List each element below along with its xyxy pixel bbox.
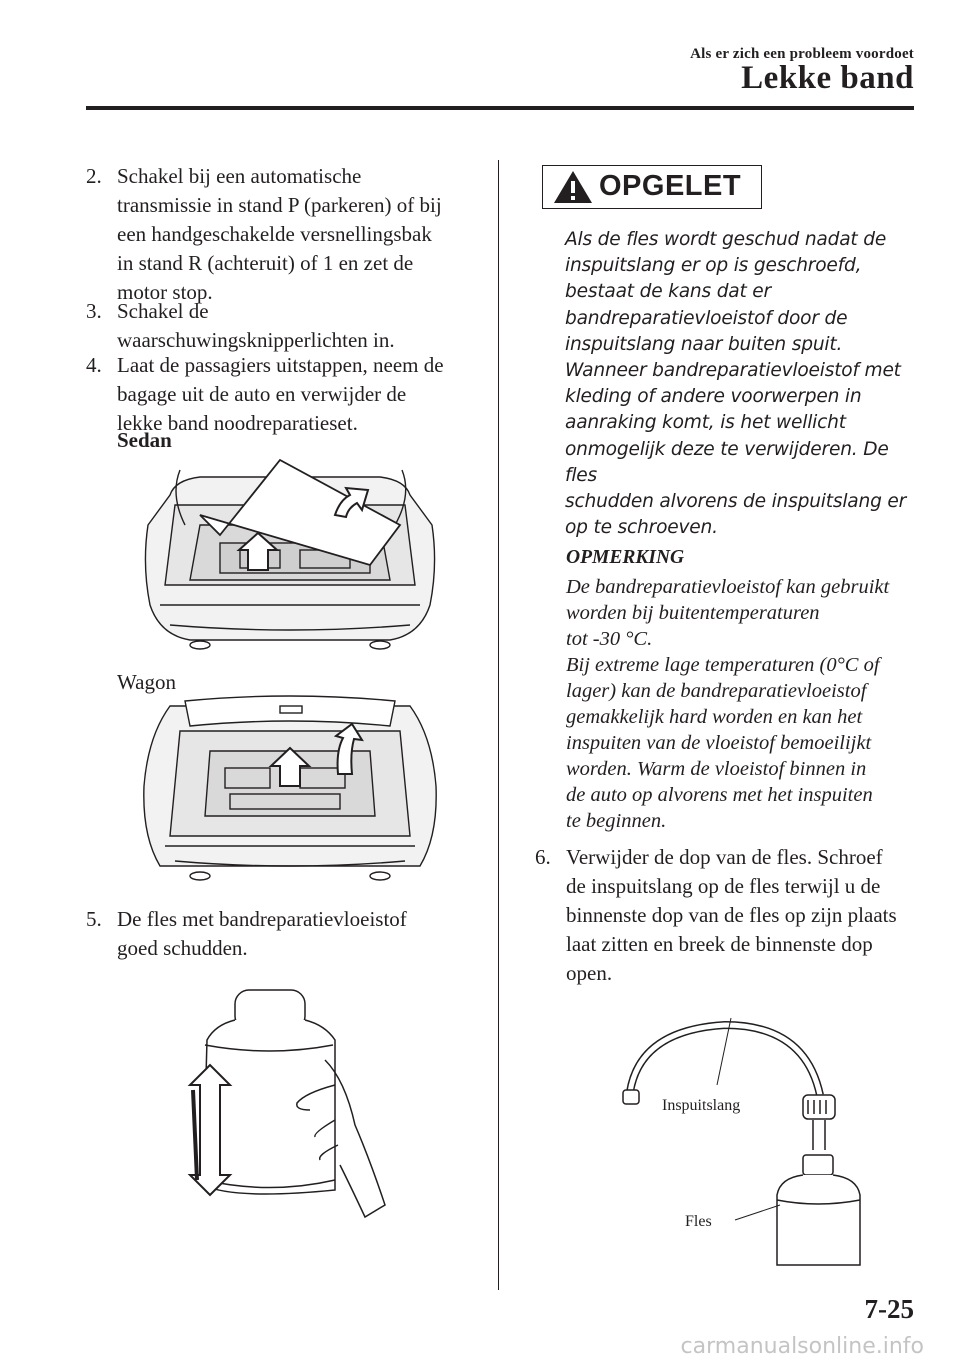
step-3 xyxy=(86,297,486,357)
warning-triangle-icon xyxy=(553,170,593,204)
caution-line: inspuitslang er op is geschroefd, xyxy=(565,255,862,277)
step-2 xyxy=(86,162,486,312)
column-divider xyxy=(498,160,499,1290)
step-line: waarschuwingsknipperlichten in. xyxy=(117,328,395,352)
sedan-label: Sedan xyxy=(117,428,172,452)
step-number: 6. xyxy=(535,845,551,869)
step-line: De fles met bandreparatievloeistof xyxy=(117,907,407,931)
step-number: 5. xyxy=(86,907,102,931)
section-label: Als er zich een probleem voordoet xyxy=(690,46,914,62)
step-line: goed schudden. xyxy=(117,936,248,960)
caution-line: op te schroeven. xyxy=(565,517,718,539)
page-title: Lekke band xyxy=(741,60,914,96)
step-line: in stand R (achteruit) of 1 en zet de xyxy=(117,251,414,275)
step-line: laat zitten en breek de binnenste dop xyxy=(566,932,873,956)
step-line: Schakel de xyxy=(117,299,209,323)
note-line: inspuiten van de vloeistof bemoeilijkt xyxy=(566,732,872,754)
sedan-trunk-illustration xyxy=(140,455,440,655)
page-number: 7-25 xyxy=(864,1294,914,1324)
step-line: Laat de passagiers uitstappen, neem de xyxy=(117,353,444,377)
bottle-shake-illustration xyxy=(175,985,415,1235)
wagon-label: Wagon xyxy=(117,670,176,694)
step-number: 2. xyxy=(86,164,102,188)
step-line: Verwijder de dop van de fles. Schroef xyxy=(566,845,883,869)
caution-text xyxy=(565,227,910,541)
step-line: een handgeschakelde versnellingsbak xyxy=(117,222,432,246)
step-number: 3. xyxy=(86,299,102,323)
note-line: De bandreparatievloeistof kan gebruikt xyxy=(566,576,890,598)
step-line: open. xyxy=(566,961,613,985)
step-line: lekke band noodreparatieset. xyxy=(117,411,358,435)
note-line: tot -30 °C. xyxy=(566,628,653,650)
step-6 xyxy=(535,843,925,993)
step-line: de inspuitslang op de fles terwijl u de xyxy=(566,874,881,898)
caution-line: bandreparatievloeistof door de xyxy=(565,307,848,329)
note-line: worden bij buitentemperaturen xyxy=(566,602,820,624)
step-number: 4. xyxy=(86,353,102,377)
caution-line: schudden alvorens de inspuitslang er xyxy=(565,491,907,513)
step-line: Schakel bij een automatische xyxy=(117,164,362,188)
header-rule xyxy=(86,106,914,110)
caution-line: onmogelijk deze te verwijderen. De fles xyxy=(565,438,889,486)
watermark: carmanualsonline.info xyxy=(680,1334,924,1359)
step-line: transmissie in stand P (parkeren) of bij xyxy=(117,193,442,217)
hose-label: Inspuitslang xyxy=(662,1097,741,1114)
caution-line: bestaat de kans dat er xyxy=(565,281,771,303)
note-line: Bij extreme lage temperaturen (0°C of xyxy=(566,654,880,676)
note-line: de auto op alvorens met het inspuiten xyxy=(566,784,873,806)
note-line: worden. Warm de vloeistof binnen in xyxy=(566,758,867,780)
caution-line: Als de fles wordt geschud nadat de xyxy=(565,229,887,250)
step-line: motor stop. xyxy=(117,280,213,304)
step-line: bagage uit de auto en verwijder de xyxy=(117,382,407,406)
note-text xyxy=(566,574,922,834)
step-5 xyxy=(86,905,486,965)
caution-header xyxy=(542,165,762,209)
caution-line: aanraking komt, is het wellicht xyxy=(565,412,846,434)
caution-line: inspuitslang naar buiten spuit. xyxy=(565,333,843,355)
bottle-label: Fles xyxy=(685,1213,712,1230)
note-line: lager) kan de bandreparatievloeistof xyxy=(566,680,867,702)
caution-line: Wanneer bandreparatievloeistof met xyxy=(565,360,901,382)
note-title: OPMERKING xyxy=(566,547,685,568)
note-line: te beginnen. xyxy=(566,810,667,832)
note-line: gemakkelijk hard worden en kan het xyxy=(566,706,863,728)
hose-bottle-illustration xyxy=(615,1010,875,1270)
caution-label: OPGELET xyxy=(599,170,742,202)
step-line: binnenste dop van de fles op zijn plaats xyxy=(566,903,897,927)
wagon-cargo-illustration xyxy=(140,696,440,886)
caution-line: kleding of andere voorwerpen in xyxy=(565,386,862,408)
